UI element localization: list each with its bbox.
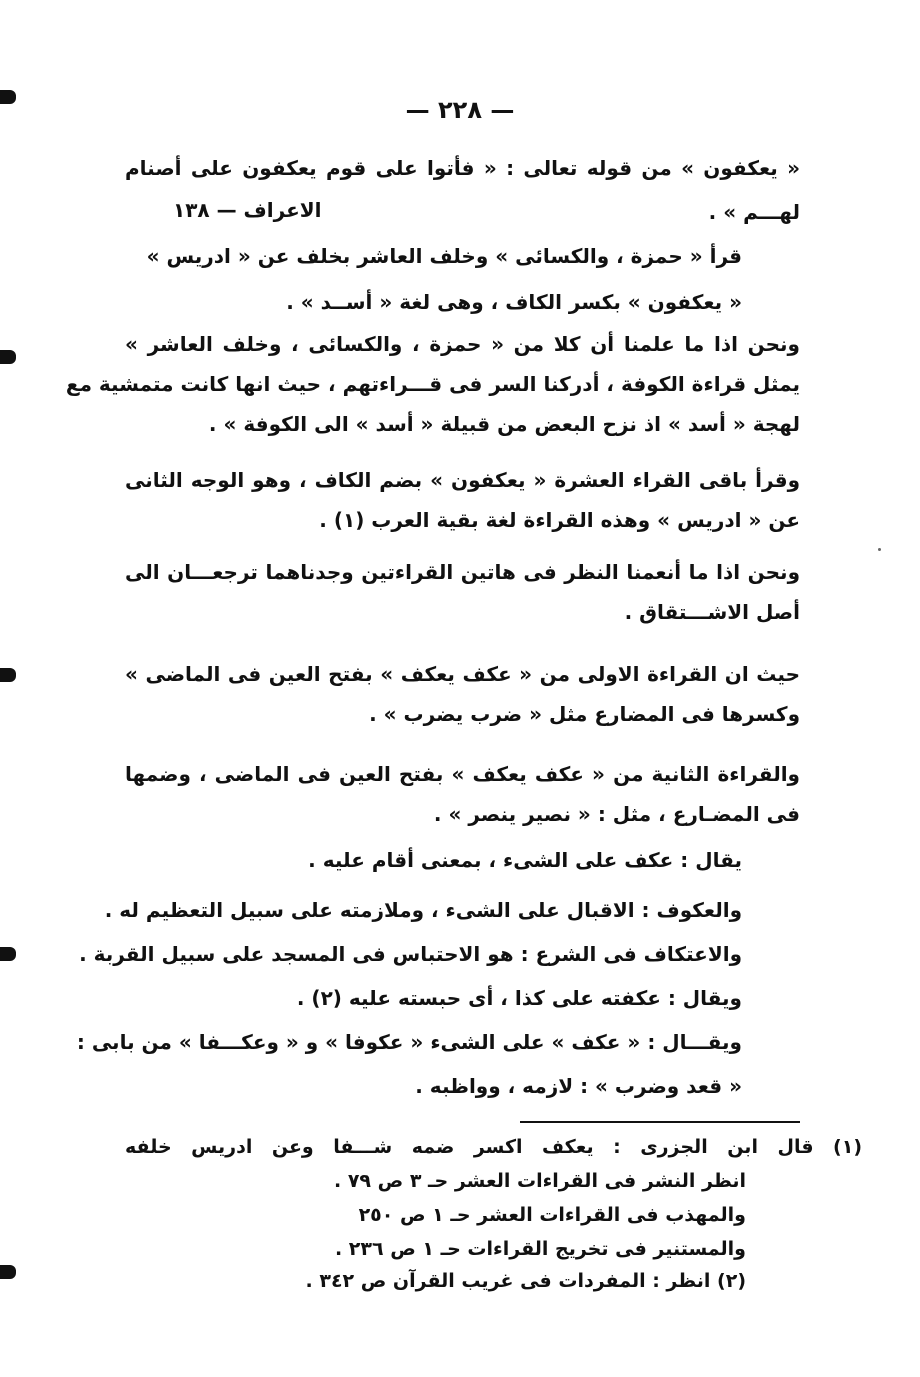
text-line: يمثل قراءة الكوفة ، أدركنا السر فى قـــراءتهم ، حيث انها كانت متمشية مع: [65, 372, 800, 396]
text-line: لهجة « أسد » اذ نزح البعض من قبيلة « أسد » الى الكوفة » .: [208, 412, 800, 436]
text-line: والقراءة الثانية من « عكف يعكف » بفتح العين فى الماضى ، وضمها: [125, 762, 800, 786]
text-line: وكسرها فى المضارع مثل « ضرب يضرب » .: [369, 702, 800, 726]
margin-mark: [0, 947, 16, 961]
page-number: — ٢٢٨ —: [405, 96, 515, 124]
text-line: قرأ « حمزة ، والكسائى » وخلف العاشر بخلف عن « ادريس »: [146, 244, 742, 268]
text-line: وقرأ باقى القراء العشرة « يعكفون » بضم الكاف ، وهو الوجه الثانى: [125, 468, 800, 492]
footnote-line: والمهذب فى القراءات العشر حـ ١ ص ٢٥٠: [358, 1204, 746, 1226]
text-line: عن « ادريس » وهذه القراءة لغة بقية العرب (١) .: [319, 508, 800, 532]
footnote-rule: [520, 1121, 800, 1123]
text-line: « يعكفون » بكسر الكاف ، وهى لغة « أســد » .: [286, 290, 742, 314]
text-line: ويقـــال : « عكف » على الشىء « عكوفا » و « وعكـــفا » من بابى :: [76, 1030, 742, 1054]
footnote-line: انظر النشر فى القراءات العشر حـ ٣ ص ٧٩ .: [333, 1170, 746, 1192]
margin-mark: [0, 350, 16, 364]
text-line: فى المضـارع ، مثل : « نصير ينصر » .: [433, 802, 800, 826]
footnote-line: (١) قال ابن الجزرى : يعكف اكسر ضمه شـــفا وعن ادريس خلفه: [125, 1136, 862, 1158]
footnote-line: (٢) انظر : المفردات فى غريب القرآن ص ٣٤٢ .: [305, 1270, 746, 1292]
text-line: « يعكفون » من قوله تعالى : « فأتوا على قوم يعكفون على أصنام: [125, 156, 800, 180]
text-line: ونحن اذا ما أنعمنا النظر فى هاتين القراءتين وجدناهما ترجعـــان الى: [125, 560, 800, 584]
text-line: والاعتكاف فى الشرع : هو الاحتباس فى المسجد على سبيل القربة .: [79, 942, 742, 966]
text-line: ونحن اذا ما علمنا أن كلا من « حمزة ، والكسائى ، وخلف العاشر »: [125, 332, 800, 356]
scan-speck: [878, 548, 881, 551]
text-line: والعكوف : الاقبال على الشىء ، وملازمته على سبيل التعظيم له .: [104, 898, 742, 922]
footnote-line: والمستنير فى تخريج القراءات حـ ١ ص ٢٣٦ .: [334, 1238, 746, 1260]
margin-mark: [0, 1265, 16, 1279]
text-line: « قعد وضرب » : لازمه ، وواظبه .: [415, 1074, 742, 1098]
text-line: أصل الاشـــتقاق .: [624, 600, 800, 624]
margin-mark: [0, 668, 16, 682]
text-line: لهـــم » .: [708, 200, 800, 224]
text-line: يقال : عكف على الشىء ، بمعنى أقام عليه .: [308, 848, 742, 872]
text-line: ويقال : عكفته على كذا ، أى حبسته عليه (٢) .: [296, 986, 742, 1010]
text-line: حيث ان القراءة الاولى من « عكف يعكف » بفتح العين فى الماضى »: [125, 662, 800, 686]
text-line: الاعراف — ١٣٨: [173, 198, 322, 222]
